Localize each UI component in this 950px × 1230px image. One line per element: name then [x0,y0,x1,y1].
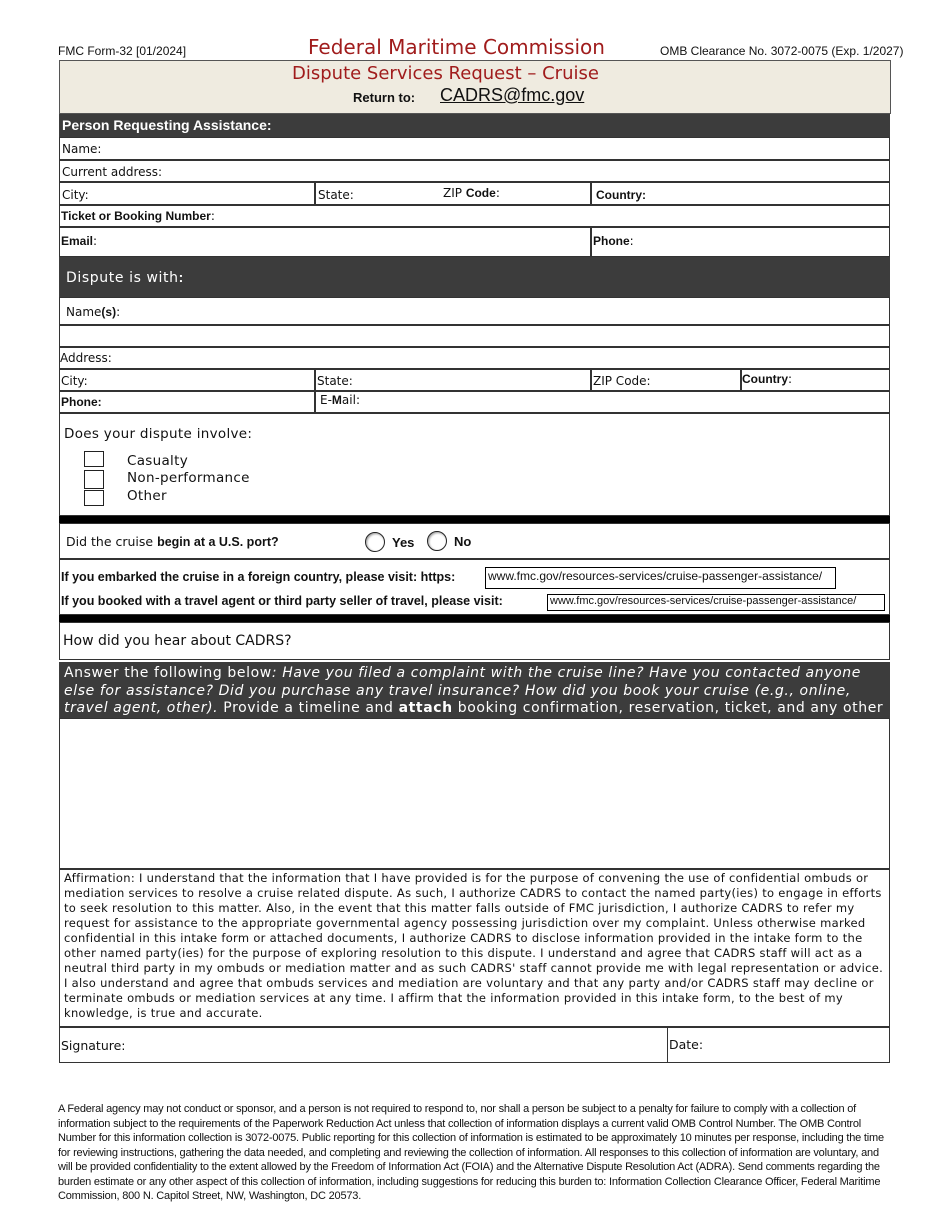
requester-state-label: State: [318,188,354,202]
requester-email-label: Email: [61,234,98,248]
requester-name-field[interactable] [59,137,890,160]
date-label: Date: [669,1037,704,1052]
hear-about-field[interactable] [59,622,890,660]
dispute-state-label: State: [317,374,353,388]
port-no-radio[interactable] [427,531,447,551]
dispute-zip-label: ZIP Code: [593,374,651,388]
other-label: Other [127,488,167,504]
requester-country-label: Country: [596,188,646,202]
dispute-zip-field[interactable] [591,369,741,391]
narrative-textarea[interactable] [59,718,890,869]
form-number: FMC Form-32 [01/2024] [58,44,187,58]
travel-agent-text: If you booked with a travel agent or third party seller of travel, please visit: [61,594,503,608]
foreign-port-text: If you embarked the cruise in a foreign country, please visit: https: [61,570,456,584]
requester-section-header [59,114,890,137]
date-field[interactable] [667,1027,890,1063]
dispute-names-field-2[interactable] [59,325,890,347]
involve-question: Does your dispute involve: [64,426,253,442]
requester-email-field[interactable] [59,227,591,257]
signature-field[interactable] [59,1027,668,1063]
form-title: Dispute Services Request – Cruise [292,63,599,84]
dispute-email-label: E-Mail: [320,393,360,407]
return-email-link[interactable]: CADRS@fmc.gov [440,85,585,105]
requester-city-field[interactable] [59,182,315,205]
dispute-country-label: Country: [742,372,793,386]
non-performance-label: Non-performance [127,470,250,486]
dispute-names-field[interactable] [59,297,890,325]
port-no-label: No [454,534,472,549]
port-yes-label: Yes [392,535,415,550]
requester-name-label: Name: [62,142,102,156]
foreign-port-url[interactable]: www.fmc.gov/resources-services/cruise-passenger-assistance/ [485,567,836,589]
dispute-section-title: Dispute is with [66,270,179,286]
signature-label: Signature: [61,1038,126,1053]
requester-address-label: Current address: [62,165,163,179]
requester-state-zip-field[interactable] [315,182,591,205]
dispute-section-header: Dispute is with: [59,257,890,297]
requester-section-title: Person Requesting Assistance: [62,117,272,133]
affirmation-text: Affirmation: I understand that the information that I have provided is for the purpose of convening the use of confidential ombuds or mediation services to resolve a cruise related dispute. As such, I authorize CADRS to contact the named party(ies) to engage in efforts to seek resolution to this matter. Also, in the event that this matter falls outside of FMC jurisdiction, I authorize CADRS to refer my request for assistance to the appropriate governmental agency possessing jurisdiction over my complaint. Unless otherwise marked confidential in this intake form or attached documents, I authorize CADRS to disclose information provided in the intake form to the other named party(ies) for the purpose of exploring resolution to this dispute. I understand and agree that CADRS staff will act as a neutral third party in my ombuds or mediation matter and as such CADRS' staff cannot provide me with legal representation or advice. I also understand and agree that ombuds services and mediation are voluntary and that any party and/or CADRS staff may decline or terminate ombuds or mediation services at any time. I affirm that the information provided in this intake form, to the best of my knowledge, is true and accurate. [64,871,884,1020]
travel-agent-url[interactable]: www.fmc.gov/resources-services/cruise-passenger-assistance/ [547,594,885,611]
return-label: Return to: [353,90,416,105]
requester-phone-label: Phone: [593,234,634,248]
dispute-address-field[interactable] [59,347,890,369]
instructions-header: Answer the following below: Have you filed a complaint with the cruise line? Have you contacted anyone else for assistance? Did you purchase any travel insurance? How did you book your cruise (e.g., online, travel agent, other). Provide a timeline and attach booking confirmation, reservation, ticket, and any other [59,662,890,718]
requester-ticket-field[interactable] [59,205,890,227]
section-divider-2 [59,615,890,622]
section-divider [59,516,890,523]
dispute-city-field[interactable] [59,369,315,391]
omb-clearance: OMB Clearance No. 3072-0075 (Exp. 1/2027) [660,44,904,58]
other-checkbox[interactable] [84,490,104,506]
agency-name: Federal Maritime Commission [308,35,605,59]
ticket-label: Ticket or Booking Number: [61,209,215,223]
casualty-label: Casualty [127,453,188,469]
port-yes-radio[interactable] [365,532,385,552]
requester-city-label: City: [62,188,89,202]
requester-phone-field[interactable] [591,227,890,257]
dispute-phone-label: Phone: [61,395,102,409]
requester-zip-label: ZIP Code: [443,186,500,200]
dispute-address-label: Address: [60,351,112,365]
casualty-checkbox[interactable] [84,451,104,467]
dispute-city-label: City: [61,374,88,388]
non-performance-checkbox[interactable] [84,470,104,489]
hear-about-label: How did you hear about CADRS? [63,633,292,649]
dispute-phone-field[interactable] [59,391,315,413]
requester-country-field[interactable] [591,182,890,205]
dispute-email-field[interactable] [315,391,890,413]
paperwork-notice: A Federal agency may not conduct or sponsor, and a person is not required to respond to, nor shall a person be subject to a penalty for failure to comply with a collection of information subject to the requirements of the Paperwork Reduction Act unless that collection of information displays a current valid OMB Control Number. The OMB Control Number for this information collection is 3072-0075. Public reporting for this collection of information is estimated to be approximately 10 minutes per response, including the time for reviewing instructions, gathering the data needed, and completing and reviewing the collection of information. All responses to this collection of information are voluntary, and will be provided confidentiality to the extent allowed by the Freedom of Information Act (FOIA) and the Alternative Dispute Resolution Act (ADRA). Send comments regarding the burden estimate or any other aspect of this collection of information, including suggestions for reducing this burden to: Information Collection Clearance Officer, Federal Maritime Commission, 800 N. Capitol Street, NW, Washington, DC 20573. [58,1103,884,1202]
port-question: Did the cruise begin at a U.S. port? [66,534,279,549]
requester-address-field[interactable] [59,160,890,182]
dispute-state-field[interactable] [315,369,591,391]
dispute-names-label: Name(s): [66,305,121,319]
dispute-country-field[interactable] [741,369,890,391]
